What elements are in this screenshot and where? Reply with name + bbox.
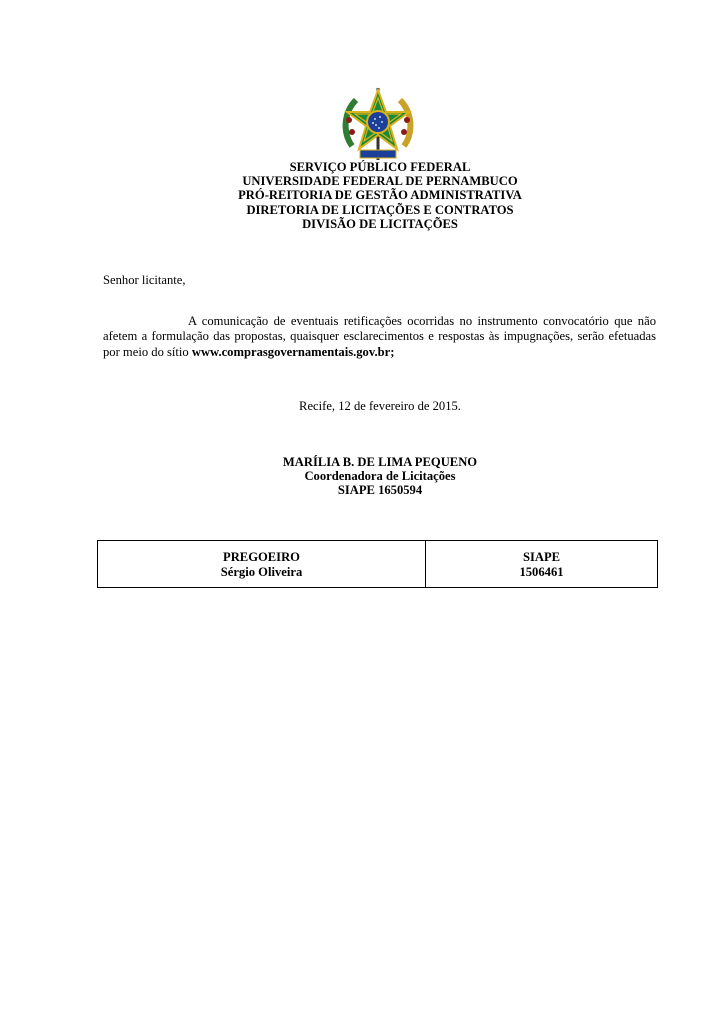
header-line-service: SERVIÇO PÚBLICO FEDERAL <box>289 160 471 174</box>
header-line-directorate: DIRETORIA DE LICITAÇÕES E CONTRATOS <box>246 202 514 217</box>
signature-block <box>0 455 725 498</box>
letterhead <box>0 160 725 231</box>
pregoeiro-cell <box>98 541 426 588</box>
website-link[interactable]: www.comprasgovernamentais.gov.br; <box>191 344 395 359</box>
pregoeiro-name: Sérgio Oliveira <box>220 564 303 579</box>
body-paragraph <box>103 314 656 360</box>
body-text: A comunicação de eventuais retificações ocorridas no instrumento convocatório que não afetem a formulação das propostas, quaisquer esclarecimentos e respostas às impugnações, serão efetuadas por meio do sítio <box>103 314 656 359</box>
pregoeiro-header: PREGOEIRO <box>223 550 300 564</box>
siape-header: SIAPE <box>522 550 561 564</box>
siape-value: 1506461 <box>519 564 564 579</box>
siape-cell <box>426 541 658 588</box>
signatory-name: MARÍLIA B. DE LIMA PEQUENO <box>282 455 478 469</box>
salutation: Senhor licitante, <box>103 273 186 287</box>
pregoeiro-table <box>97 540 658 588</box>
header-line-university: UNIVERSIDADE FEDERAL DE PERNAMBUCO <box>242 174 518 189</box>
brazil-coat-of-arms-icon <box>340 86 416 162</box>
dateline: Recife, 12 de fevereiro de 2015. <box>299 399 461 413</box>
table-row <box>98 541 658 588</box>
header-line-pro-rectorate: PRÓ-REITORIA DE GESTÃO ADMINISTRATIVA <box>238 188 522 203</box>
signatory-role: Coordenadora de Licitações <box>304 469 456 484</box>
header-line-division: DIVISÃO DE LICITAÇÕES <box>302 216 458 231</box>
signatory-siape: SIAPE 1650594 <box>337 483 423 498</box>
